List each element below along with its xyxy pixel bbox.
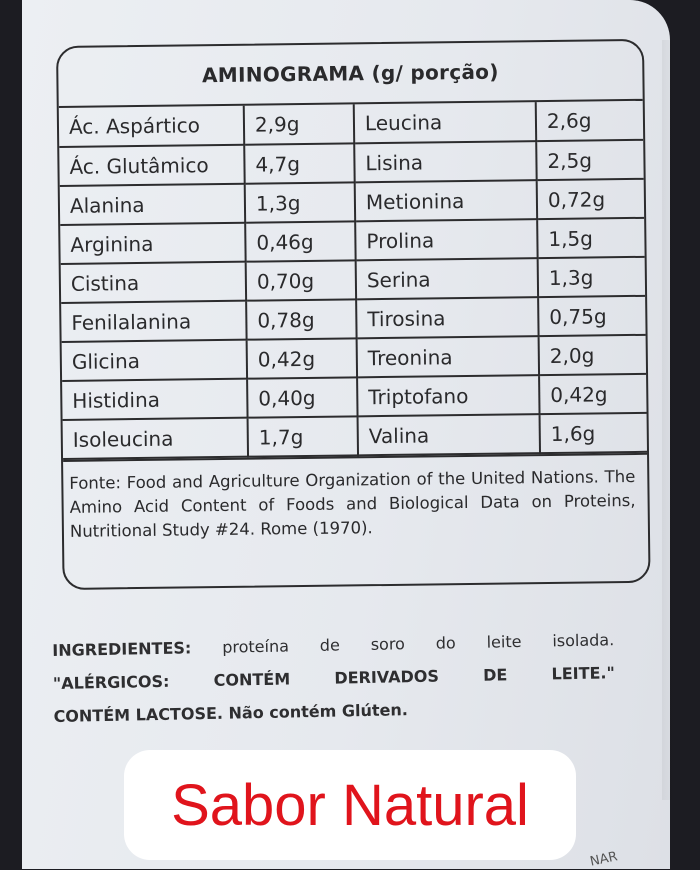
amino-name: Histidina: [62, 379, 247, 420]
cut-off-text: NAR: [588, 849, 619, 870]
ingredients-block: [52, 623, 616, 733]
amino-value: 0,40g: [247, 377, 357, 417]
amino-value: 1,7g: [248, 416, 358, 456]
amino-value: 4,7g: [244, 143, 354, 183]
amino-value: 0,46g: [245, 221, 355, 261]
table-row: [63, 413, 647, 459]
amino-name: Treonina: [357, 336, 539, 377]
amino-value: 2,5g: [536, 140, 643, 180]
amino-name: Alanina: [60, 184, 245, 225]
amino-value: 2,6g: [536, 101, 643, 141]
amino-name: Serina: [356, 258, 538, 299]
amino-name: Triptofano: [357, 375, 539, 416]
amino-value: 1,5g: [537, 218, 644, 258]
flavor-text: Sabor Natural: [171, 772, 529, 838]
table-title: AMINOGRAMA (g/ porção): [58, 41, 643, 108]
amino-name: Fenilalanina: [61, 301, 246, 342]
source-note: Fonte: Food and Agriculture Organization of the United Nations. The Amino Acid Content of Foods and Biological Data on Proteins, Nutritional Study #24. Rome (1970).: [63, 453, 648, 544]
amino-value: 0,72g: [537, 179, 644, 219]
aminogram-table: [56, 39, 651, 590]
amino-value: 0,42g: [247, 338, 357, 378]
amino-name: Glicina: [62, 340, 247, 381]
amino-name: Arginina: [60, 223, 245, 264]
amino-value: 0,70g: [246, 260, 356, 300]
amino-grid: [59, 101, 647, 460]
amino-name: Lisina: [354, 141, 536, 182]
amino-value: 0,42g: [539, 374, 646, 414]
amino-name: Ác. Glutâmico: [59, 145, 244, 186]
amino-name: Leucina: [354, 102, 536, 143]
amino-value: 0,75g: [538, 296, 645, 336]
amino-name: Prolina: [355, 219, 537, 260]
amino-value: 2,0g: [539, 335, 646, 375]
ingredients-text: proteína de soro do leite isolada.: [222, 630, 615, 657]
amino-value: 1,6g: [540, 413, 647, 453]
amino-name: Isoleucina: [63, 418, 248, 459]
amino-value: 1,3g: [245, 182, 355, 222]
amino-name: Valina: [358, 414, 540, 455]
amino-name: Metionina: [355, 180, 537, 221]
amino-value: 0,78g: [246, 299, 356, 339]
lactose-line: CONTÉM LACTOSE. Não contém Glúten.: [53, 700, 409, 726]
amino-name: Cistina: [61, 262, 246, 303]
amino-value: 2,9g: [244, 104, 354, 144]
flavor-badge: [124, 750, 576, 860]
amino-name: Tirosina: [356, 297, 538, 338]
allergens-line: "ALÉRGICOS: CONTÉM DERIVADOS DE LEITE.": [52, 663, 616, 693]
amino-name: Ác. Aspártico: [59, 106, 244, 147]
ingredients-label: INGREDIENTES:: [52, 638, 192, 660]
amino-value: 1,3g: [538, 257, 645, 297]
